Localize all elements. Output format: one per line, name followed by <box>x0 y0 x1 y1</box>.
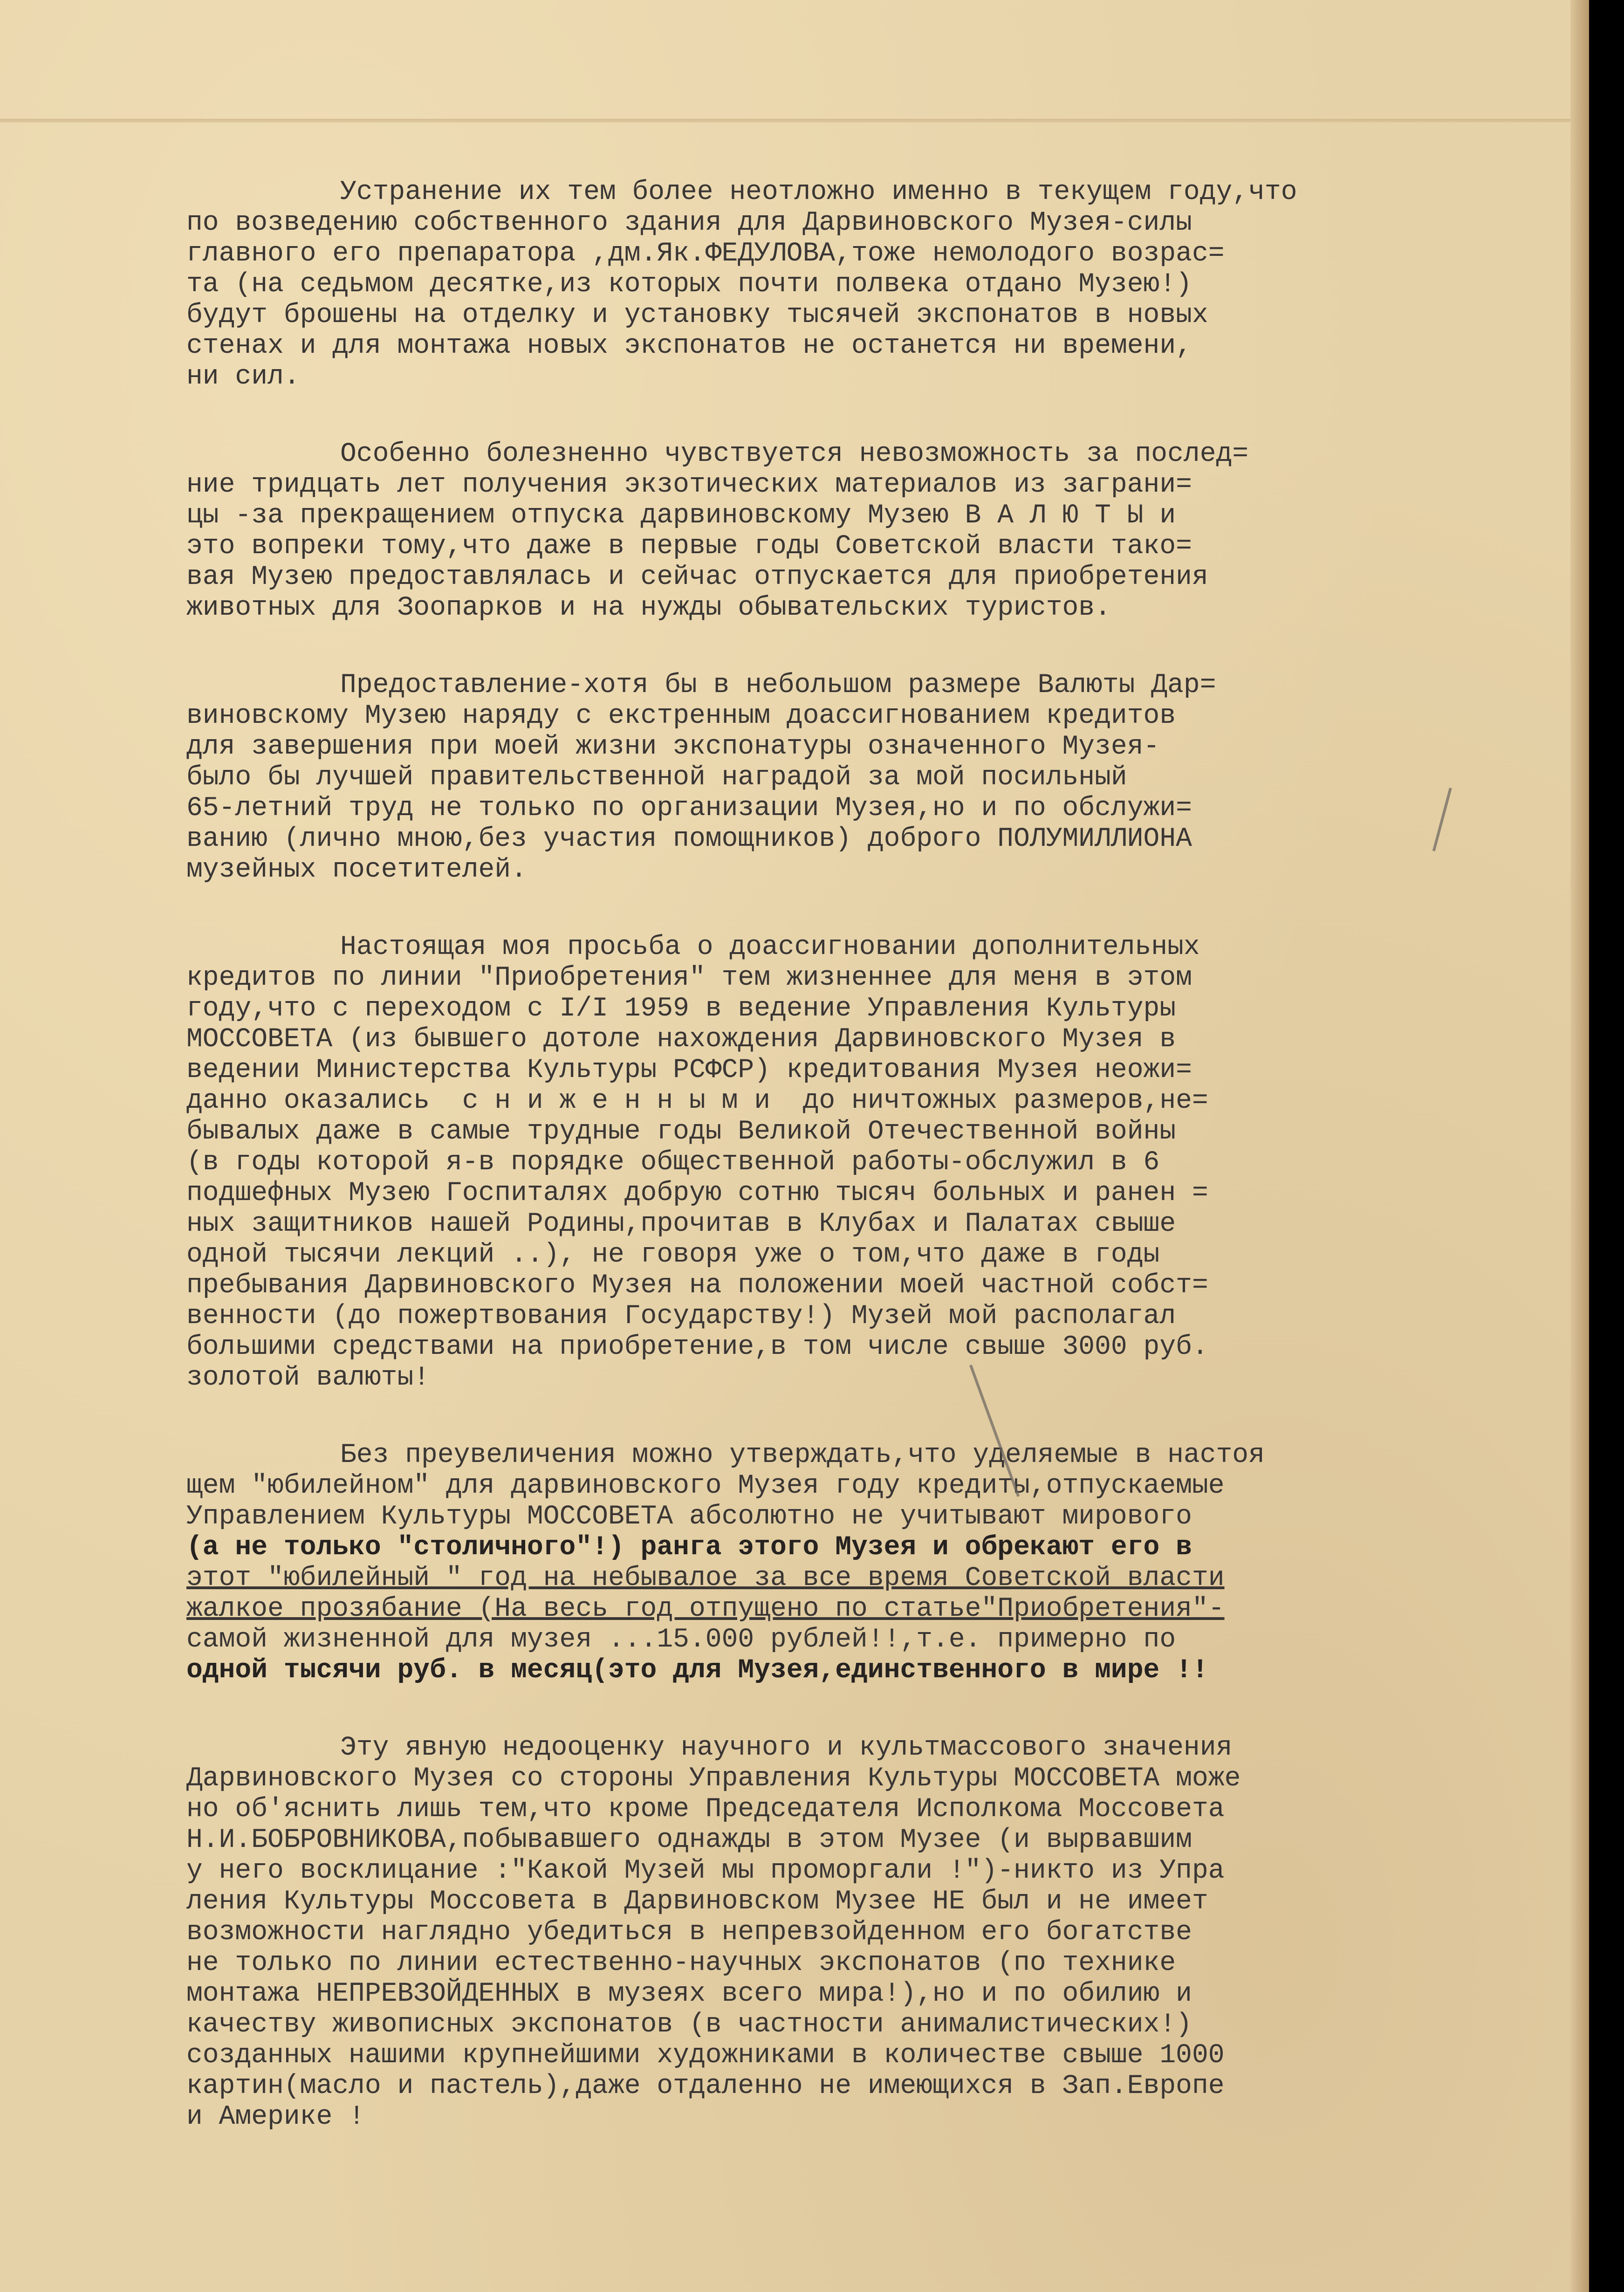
text-line: животных для Зоопарков и на нужды обывательских туристов. <box>186 593 1111 623</box>
text-line: было бы лучшей правительственной наградой за мой посильный <box>186 762 1127 793</box>
page-edge <box>1570 0 1589 2292</box>
text-line: подшефных Музею Госпиталях добрую сотню тысяч больных и ранен = <box>186 1178 1208 1208</box>
text-line: ведении Министерства Культуры РСФСР) кредитования Музея неожи= <box>186 1055 1192 1085</box>
text-line: та (на седьмом десятке,из которых почти полвека отдано Музею!) <box>186 269 1192 300</box>
paragraph-6 <box>186 1733 1519 2133</box>
text-line-underlined: этот "юбилейный " год на небывалое за все время Советской власти <box>186 1563 1225 1593</box>
text-line: монтажа НЕПРЕВЗОЙДЕННЫХ в музеях всего мира!),но и по обилию и <box>186 1979 1192 2009</box>
text-line: главного его препаратора ,дм.Як.ФЕДУЛОВА,тоже немолодого возрас= <box>186 239 1225 269</box>
fold-line <box>0 119 1589 123</box>
text-line: большими средствами на приобретение,в том числе свыше 3000 руб. <box>186 1332 1208 1362</box>
text-line: качеству живописных экспонатов (в частности анималистических!) <box>186 2010 1192 2040</box>
text-line: Н.И.БОБРОВНИКОВА,побывавшего однажды в этом Музее (и вырвавшим <box>186 1825 1192 1855</box>
text-line: цы -за прекращением отпуска дарвиновскому Музею В А Л Ю Т Ы и <box>186 501 1176 531</box>
text-line: у него восклицание :"Какой Музей мы проморгали !")-никто из Упра <box>186 1856 1225 1886</box>
text-line: золотой валюты! <box>186 1363 430 1393</box>
text-line: возможности наглядно убедиться в непревзойденном его богатстве <box>186 1917 1192 1948</box>
text-line: картин(масло и пастель),даже отдаленно не имеющихся в Зап.Европе <box>186 2071 1225 2101</box>
text-line: ние тридцать лет получения экзотических материалов из заграни= <box>186 470 1192 500</box>
text-line: Эту явную недооценку научного и культмассового значения <box>340 1733 1233 1763</box>
text-line: (в годы которой я-в порядке общественной работы-обслужил в 6 <box>186 1147 1160 1178</box>
text-line-emphasis: одной тысячи руб. в месяц(это для Музея,единственного в мире !! <box>186 1655 1208 1686</box>
text-line: 65-летний труд не только по организации Музея,но и по обслужи= <box>186 793 1192 823</box>
text-line: венности (до пожертвования Государству!) Музей мой располагал <box>186 1301 1176 1331</box>
text-line: Управлением Культуры МОССОВЕТА абсолютно не учитывают мирового <box>186 1502 1192 1532</box>
paragraph-1 <box>186 177 1519 392</box>
text-line: данно оказались с н и ж е н н ы м и до ничтожных размеров,не= <box>186 1086 1208 1116</box>
paragraph-gap <box>186 392 1519 439</box>
text-line: созданных нашими крупнейшими художниками в количестве свыше 1000 <box>186 2040 1225 2071</box>
text-line: не только по линии естественно-научных экспонатов (по технике <box>186 1948 1176 1978</box>
text-line: стенах и для монтажа новых экспонатов не останется ни времени, <box>186 331 1192 361</box>
text-line: музейных посетителей. <box>186 855 527 885</box>
text-line: это вопреки тому,что даже в первые годы Советской власти тако= <box>186 531 1192 562</box>
text-line: Предоставление-хотя бы в небольшом размере Валюты Дар= <box>340 670 1216 700</box>
paragraph-5 <box>186 1440 1519 1686</box>
text-line: (а не только "столичного"!) ранга этого Музея и обрекают его в <box>186 1532 1192 1563</box>
text-line: ления Культуры Моссовета в Дарвиновском Музее НЕ был и не имеет <box>186 1887 1208 1917</box>
text-line: Без преувеличения можно утверждать,что уделяемые в настоя <box>340 1440 1265 1470</box>
text-line-underlined: жалкое прозябание (На весь год отпущено по статье"Приобретения"- <box>186 1594 1225 1624</box>
paragraph-2 <box>186 439 1519 624</box>
text-line: для завершения при моей жизни экспонатуры означенного Музея- <box>186 732 1160 762</box>
typed-letter-body <box>186 177 1519 2133</box>
paragraph-gap <box>186 1686 1519 1733</box>
text-line: вая Музею предоставлялась и сейчас отпускается для приобретения <box>186 562 1208 592</box>
paragraph-3 <box>186 670 1519 885</box>
text-line: ных защитников нашей Родины,прочитав в Клубах и Палатах свыше <box>186 1209 1176 1239</box>
text-line: ни сил. <box>186 362 300 392</box>
text-line: будут брошены на отделку и установку тысячей экспонатов в новых <box>186 300 1208 330</box>
paragraph-gap <box>186 624 1519 670</box>
text-line: щем "юбилейном" для дарвиновского Музея году кредиты,отпускаемые <box>186 1471 1225 1501</box>
text-line: МОССОВЕТА (из бывшего дотоле нахождения Дарвиновского Музея в <box>186 1024 1176 1055</box>
text-line: ванию (лично мною,без участия помощников) доброго ПОЛУМИЛЛИОНА <box>186 824 1192 854</box>
text-line: самой жизненной для музея ...15.000 рублей!!,т.е. примерно по <box>186 1625 1176 1655</box>
paragraph-gap <box>186 885 1519 932</box>
text-line: виновскому Музею наряду с екстренным доассигнованием кредитов <box>186 701 1176 731</box>
text-line: но об'яснить лишь тем,что кроме Председателя Исполкома Моссовета <box>186 1794 1225 1825</box>
text-line: одной тысячи лекций ..), не говоря уже о том,что даже в годы <box>186 1240 1160 1270</box>
text-line: пребывания Дарвиновского Музея на положении моей частной собст= <box>186 1270 1208 1301</box>
text-line: Особенно болезненно чувствуется невозможность за послед= <box>340 439 1249 469</box>
text-line: кредитов по линии "Приобретения" тем жизненнее для меня в этом <box>186 963 1192 993</box>
text-line: бывалых даже в самые трудные годы Великой Отечественной войны <box>186 1117 1176 1147</box>
paragraph-4 <box>186 932 1519 1393</box>
text-line: Устранение их тем более неотложно именно в текущем году,что <box>340 177 1297 207</box>
text-line: Настоящая моя просьба о доассигновании дополнительных <box>340 932 1200 962</box>
paragraph-gap <box>186 1393 1519 1440</box>
text-line: по возведению собственного здания для Дарвиновского Музея-силы <box>186 208 1192 238</box>
text-line: Дарвиновского Музея со стороны Управления Культуры МОССОВЕТА може <box>186 1764 1241 1794</box>
text-line: и Америке ! <box>186 2102 365 2132</box>
text-line: году,что с переходом с I/I 1959 в ведение Управления Культуры <box>186 994 1176 1024</box>
